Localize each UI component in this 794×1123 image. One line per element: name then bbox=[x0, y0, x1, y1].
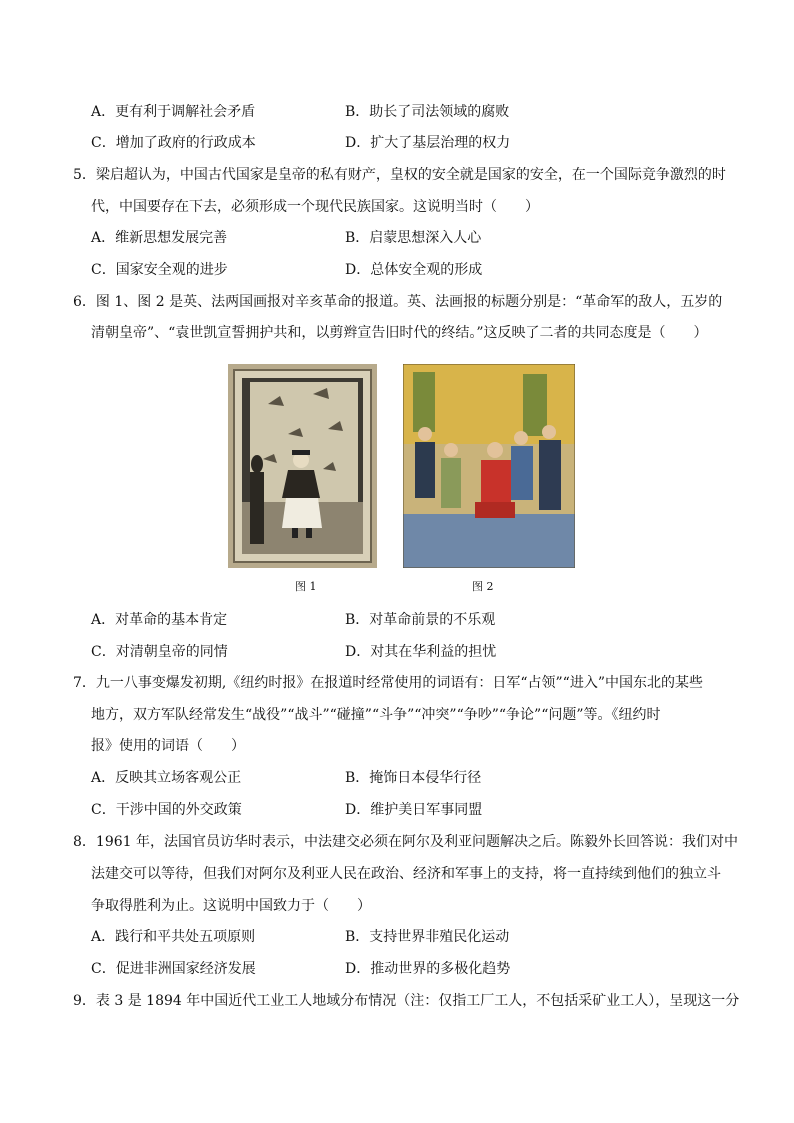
q5-stem-line1: 5．梁启超认为，中国古代国家是皇帝的私有财产，皇权的安全就是国家的安全，在一个国际竞争激烈的时 bbox=[73, 167, 726, 183]
q5-option-a: A．维新思想发展完善 bbox=[91, 230, 228, 246]
q8-stem-line3: 争取得胜利为止。这说明中国致力于（ ） bbox=[91, 898, 371, 914]
q6-option-c: C．对清朝皇帝的同情 bbox=[91, 644, 228, 660]
figure-1-caption: 图 1 bbox=[295, 580, 317, 593]
q8-option-c: C．促进非洲国家经济发展 bbox=[91, 961, 256, 977]
q8-option-a: A．践行和平共处五项原则 bbox=[91, 929, 256, 945]
q7-option-b: B．掩饰日本侵华行径 bbox=[345, 770, 482, 786]
q8-option-d: D．推动世界的多极化趋势 bbox=[345, 961, 511, 977]
q4-option-b: B．助长了司法领域的腐败 bbox=[345, 104, 510, 120]
q7-stem-line1: 7．九一八事变爆发初期,《纽约时报》在报道时经常使用的词语有：日军“占领”“进入”中国东北的某些 bbox=[73, 675, 703, 691]
q5-option-b: B．启蒙思想深入人心 bbox=[345, 230, 482, 246]
figure-1-emperor-photo bbox=[228, 364, 377, 568]
q6-stem-line1: 6．图 1、图 2 是英、法两国画报对辛亥革命的报道。英、法画报的标题分别是：“革命军的敌人，五岁的 bbox=[73, 294, 723, 310]
q6-stem-line2: 清朝皇帝”、“袁世凯宣誓拥护共和，以剪辫宣告旧时代的终结。”这反映了二者的共同态度是（ ） bbox=[91, 325, 708, 341]
q6-option-b: B．对革命前景的不乐观 bbox=[345, 612, 496, 628]
figure-2-queue-cutting-illustration bbox=[403, 364, 575, 568]
q7-stem-line3: 报》使用的词语（ ） bbox=[91, 738, 245, 754]
q6-option-a: A．对革命的基本肯定 bbox=[91, 612, 228, 628]
q4-option-a: A．更有利于调解社会矛盾 bbox=[91, 104, 256, 120]
q4-option-c: C．增加了政府的行政成本 bbox=[91, 135, 256, 151]
q5-option-d: D．总体安全观的形成 bbox=[345, 262, 483, 278]
q8-stem-line2: 法建交可以等待，但我们对阿尔及利亚人民在政治、经济和军事上的支持，将一直持续到他们的独立斗 bbox=[91, 866, 721, 882]
figure-2-caption: 图 2 bbox=[472, 580, 494, 593]
q7-stem-line2: 地方，双方军队经常发生“战役”“战斗”“碰撞”“斗争”“冲突”“争吵”“争论”“问题”等。《纽约时 bbox=[91, 707, 661, 723]
q8-option-b: B．支持世界非殖民化运动 bbox=[345, 929, 510, 945]
q7-option-d: D．维护美日军事同盟 bbox=[345, 802, 483, 818]
q5-stem-line2: 代，中国要存在下去，必须形成一个现代民族国家。这说明当时（ ） bbox=[91, 199, 539, 215]
q4-option-d: D．扩大了基层治理的权力 bbox=[345, 135, 511, 151]
q6-option-d: D．对其在华利益的担忧 bbox=[345, 644, 497, 660]
q8-stem-line1: 8．1961 年，法国官员访华时表示，中法建交必须在阿尔及利亚问题解决之后。陈毅外长回答说：我们对中 bbox=[73, 834, 738, 850]
q7-option-c: C．干涉中国的外交政策 bbox=[91, 802, 242, 818]
q5-option-c: C．国家安全观的进步 bbox=[91, 262, 228, 278]
q7-option-a: A．反映其立场客观公正 bbox=[91, 770, 242, 786]
q9-stem-line1: 9．表 3 是 1894 年中国近代工业工人地域分布情况（注：仅指工厂工人，不包括采矿业工人），呈现这一分 bbox=[73, 993, 740, 1009]
